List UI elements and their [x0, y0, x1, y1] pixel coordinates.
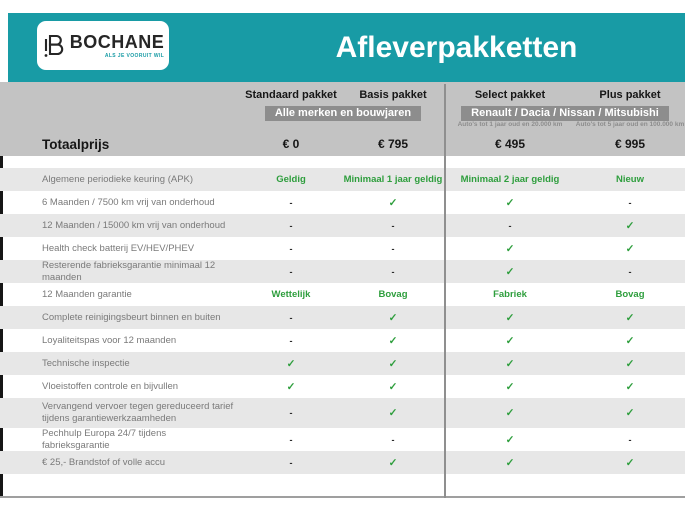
dash-mark: - — [628, 434, 632, 445]
check-icon: ✓ — [505, 456, 515, 469]
total-price-label: Totaalprijs — [42, 136, 110, 152]
value-text: Fabriek — [493, 289, 527, 300]
logo-text — [70, 33, 165, 59]
check-icon: ✓ — [625, 242, 635, 255]
column-header-section — [0, 82, 685, 156]
badge-brand-list: Renault / Dacia / Nissan / Mitsubishi — [461, 106, 669, 121]
value-text: Minimaal 2 jaar geldig — [460, 174, 560, 185]
table-row — [0, 260, 685, 283]
feature-label: Vloeistoffen controle en bijvullen — [42, 380, 179, 392]
dash-mark: - — [289, 220, 293, 231]
table-row — [0, 306, 685, 329]
check-icon: ✓ — [505, 357, 515, 370]
value-text: Geldig — [276, 174, 306, 185]
check-icon: ✓ — [505, 433, 515, 446]
check-icon: ✓ — [505, 334, 515, 347]
dash-mark: - — [289, 197, 293, 208]
column-group-divider — [444, 84, 446, 498]
subtitle-standaard — [241, 121, 341, 132]
dash-mark: - — [289, 434, 293, 445]
dash-mark: - — [508, 220, 512, 231]
subtitle-basis — [341, 121, 445, 132]
feature-label: 12 Maanden garantie — [42, 288, 132, 300]
dash-mark: - — [391, 434, 395, 445]
feature-label: Complete reinigingsbeurt binnen en buiten — [42, 311, 221, 323]
check-icon: ✓ — [388, 196, 398, 209]
spacer-cell — [0, 89, 241, 103]
check-icon: ✓ — [505, 196, 515, 209]
brand-badges-row — [0, 103, 685, 121]
logo-tagline: ALS JE VOORUIT WIL — [104, 52, 165, 59]
bochane-logo — [37, 21, 169, 70]
dash-mark: - — [289, 408, 293, 418]
feature-label: Loyaliteitspas voor 12 maanden — [42, 334, 177, 346]
feature-label: Technische inspectie — [42, 357, 130, 369]
feature-table — [0, 168, 685, 498]
table-row — [0, 168, 685, 191]
table-row — [0, 214, 685, 237]
logo-dot — [44, 54, 47, 57]
dash-mark: - — [289, 457, 293, 468]
dash-mark: - — [289, 266, 293, 277]
table-row — [0, 428, 685, 451]
check-icon: ✓ — [388, 334, 398, 347]
package-name-select: Select pakket — [474, 89, 546, 101]
header-band — [8, 13, 685, 82]
value-text: Minimaal 1 jaar geldig — [343, 174, 443, 185]
price-standaard: € 0 — [282, 137, 300, 151]
package-names-row — [0, 82, 685, 103]
check-icon: ✓ — [505, 311, 515, 324]
table-row — [0, 398, 685, 428]
table-row — [0, 451, 685, 474]
feature-label: Health check batterij EV/HEV/PHEV — [42, 242, 195, 254]
feature-label: Pechhulp Europa 24/7 tijdens fabrieksgarantie — [42, 428, 167, 451]
check-icon: ✓ — [388, 357, 398, 370]
dash-mark: - — [628, 197, 632, 208]
value-text: Wettelijk — [271, 289, 311, 300]
table-row — [0, 375, 685, 398]
check-icon: ✓ — [388, 311, 398, 324]
check-icon: ✓ — [625, 219, 635, 232]
check-icon: ✓ — [625, 407, 635, 419]
feature-label: € 25,- Brandstof of volle accu — [42, 456, 166, 468]
table-row — [0, 352, 685, 375]
dash-mark: - — [391, 243, 395, 254]
table-row — [0, 283, 685, 306]
dash-mark: - — [391, 266, 395, 277]
check-icon: ✓ — [388, 407, 398, 419]
badge-slot-right — [445, 103, 685, 121]
table-row — [0, 191, 685, 214]
total-price-row — [0, 132, 685, 156]
price-plus: € 995 — [614, 137, 646, 151]
price-select: € 495 — [494, 137, 526, 151]
value-text: Bovag — [378, 289, 408, 300]
bochane-logo-icon — [42, 31, 64, 61]
check-icon: ✓ — [505, 242, 515, 255]
check-icon: ✓ — [388, 380, 398, 393]
check-icon: ✓ — [286, 380, 296, 393]
table-row — [0, 329, 685, 352]
check-icon: ✓ — [625, 456, 635, 469]
dash-mark: - — [628, 266, 632, 277]
check-icon: ✓ — [286, 357, 296, 370]
check-icon: ✓ — [505, 265, 515, 278]
check-icon: ✓ — [505, 407, 515, 419]
check-icon: ✓ — [625, 311, 635, 324]
table-row — [0, 237, 685, 260]
dash-mark: - — [289, 243, 293, 254]
subtitle-select: Auto's tot 1 jaar oud en 20.000 km — [457, 121, 563, 128]
subtitle-plus: Auto's tot 5 jaar oud en 100.000 km — [575, 121, 685, 128]
check-icon: ✓ — [625, 357, 635, 370]
value-text: Bovag — [615, 289, 645, 300]
empty-row — [0, 474, 685, 496]
feature-label: 6 Maanden / 7500 km vrij van onderhoud — [42, 196, 215, 208]
package-name-standaard: Standaard pakket — [245, 89, 337, 101]
feature-label: Algemene periodieke keuring (APK) — [42, 173, 194, 185]
header-table-gap — [0, 156, 685, 168]
dash-mark: - — [391, 220, 395, 231]
check-icon: ✓ — [625, 334, 635, 347]
check-icon: ✓ — [505, 380, 515, 393]
value-text: Nieuw — [616, 174, 644, 185]
dash-mark: - — [289, 312, 293, 323]
check-icon: ✓ — [388, 456, 398, 469]
dash-mark: - — [289, 335, 293, 346]
badge-all-brands: Alle merken en bouwjaren — [265, 106, 421, 121]
badge-slot-left — [241, 103, 445, 121]
logo-name: BOCHANE — [69, 31, 165, 52]
spacer-cell — [0, 121, 241, 132]
feature-label: Vervangend vervoer tegen gereduceerd tarief tijdens garantiewerkzaamheden — [42, 401, 234, 424]
package-name-basis: Basis pakket — [359, 89, 427, 101]
price-basis: € 795 — [377, 137, 409, 151]
feature-label: 12 Maanden / 15000 km vrij van onderhoud — [42, 219, 226, 231]
page-title: Afleverpakketten — [335, 30, 578, 64]
package-name-plus: Plus pakket — [599, 89, 661, 101]
check-icon: ✓ — [625, 380, 635, 393]
package-subtitles-row — [0, 121, 685, 132]
feature-label: Resterende fabrieksgarantie minimaal 12 maanden — [42, 260, 216, 283]
